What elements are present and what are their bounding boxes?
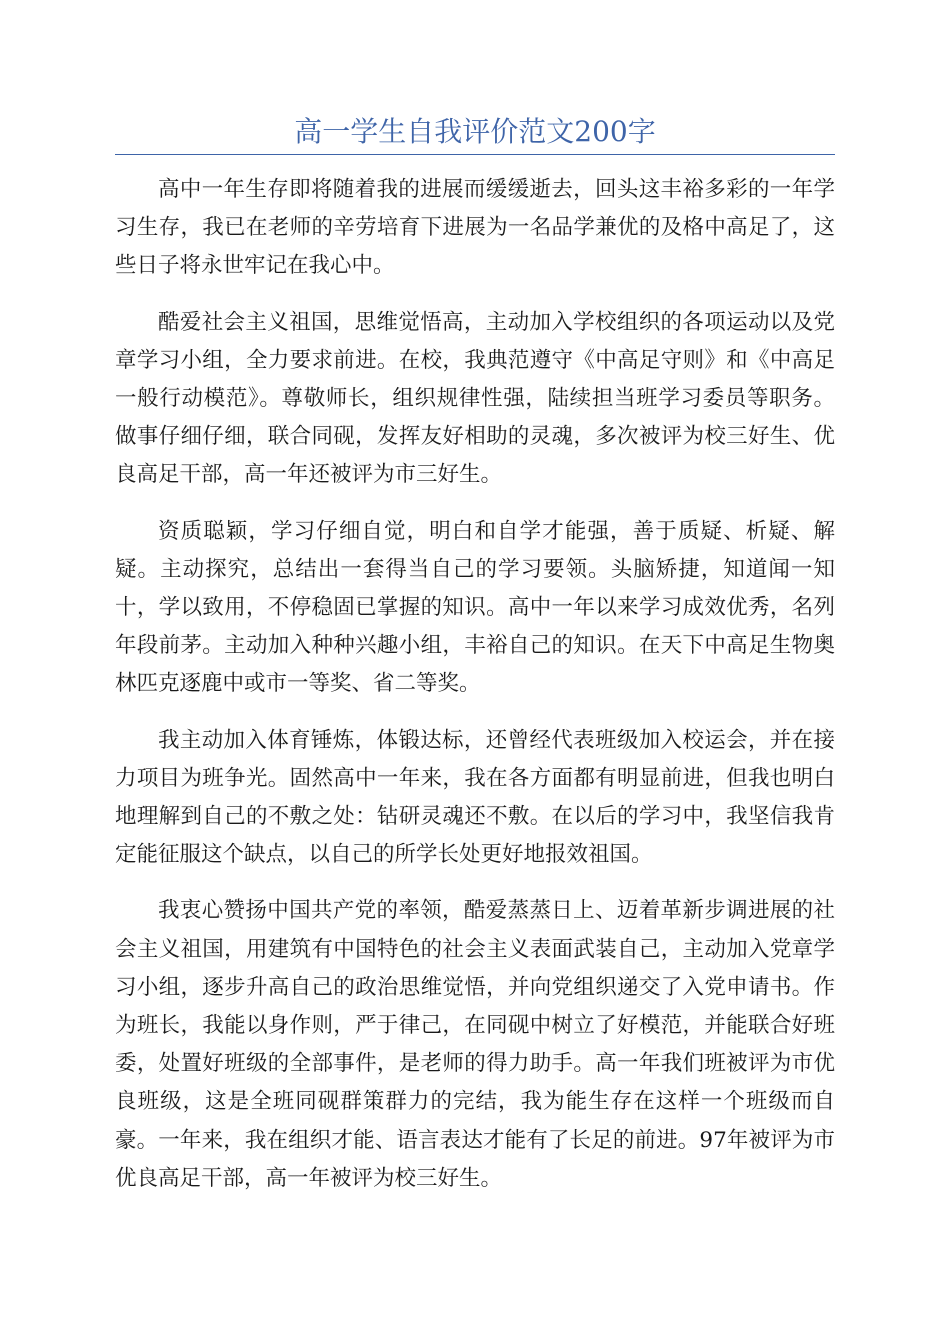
paragraph: 我主动加入体育锤炼，体锻达标，还曾经代表班级加入校运会，并在接力项目为班争光。固然高中一年来，我在各方面都有明显前进，但我也明白地理解到自己的不敷之处：钻研灵魂还不敷。在以后的学习中，我坚信我肯定能征服这个缺点，以自己的所学长处更好地报效祖国。 bbox=[115, 727, 835, 868]
document-body bbox=[115, 171, 835, 1216]
paragraph: 酷爱社会主义祖国，思维觉悟高，主动加入学校组织的各项运动以及党章学习小组，全力要求前进。在校，我典范遵守《中高足守则》和《中高足一般行动模范》。尊敬师长，组织规律性强，陆续担当班学习委员等职务。做事仔细仔细，联合同砚，发挥友好相助的灵魂，多次被评为校三好生、优良高足干部，高一年还被评为市三好生。 bbox=[115, 309, 835, 488]
paragraph: 资质聪颖，学习仔细自觉，明白和自学才能强，善于质疑、析疑、解疑。主动探究，总结出一套得当自己的学习要领。头脑矫捷，知道闻一知十，学以致用，不停稳固已掌握的知识。高中一年以来学习成效优秀，名列年段前茅。主动加入种种兴趣小组，丰裕自己的知识。在天下中高足生物奥林匹克逐鹿中或市一等奖、省二等奖。 bbox=[115, 518, 835, 697]
paragraph: 我衷心赞扬中国共产党的率领，酷爱蒸蒸日上、迈着革新步调进展的社会主义祖国，用建筑有中国特色的社会主义表面武装自己，主动加入党章学习小组，逐步升高自己的政治思维觉悟，并向党组织递交了入党申请书。作为班长，我能以身作则，严于律己，在同砚中树立了好模范，并能联合好班委，处置好班级的全部事件，是老师的得力助手。高一年我们班被评为市优良班级，这是全班同砚群策群力的完结，我为能生存在这样一个班级而自豪。一年来，我在组织才能、语言表达才能有了长足的前进。97年被评为市优良高足干部，高一年被评为校三好生。 bbox=[115, 898, 835, 1191]
document-title: 高一学生自我评价范文200字 bbox=[294, 115, 656, 148]
paragraph: 高中一年生存即将随着我的进展而缓缓逝去，回头这丰裕多彩的一年学习生存，我已在老师的辛劳培育下进展为一名品学兼优的及格中高足了，这些日子将永世牢记在我心中。 bbox=[115, 177, 835, 279]
title-underline bbox=[115, 154, 835, 155]
